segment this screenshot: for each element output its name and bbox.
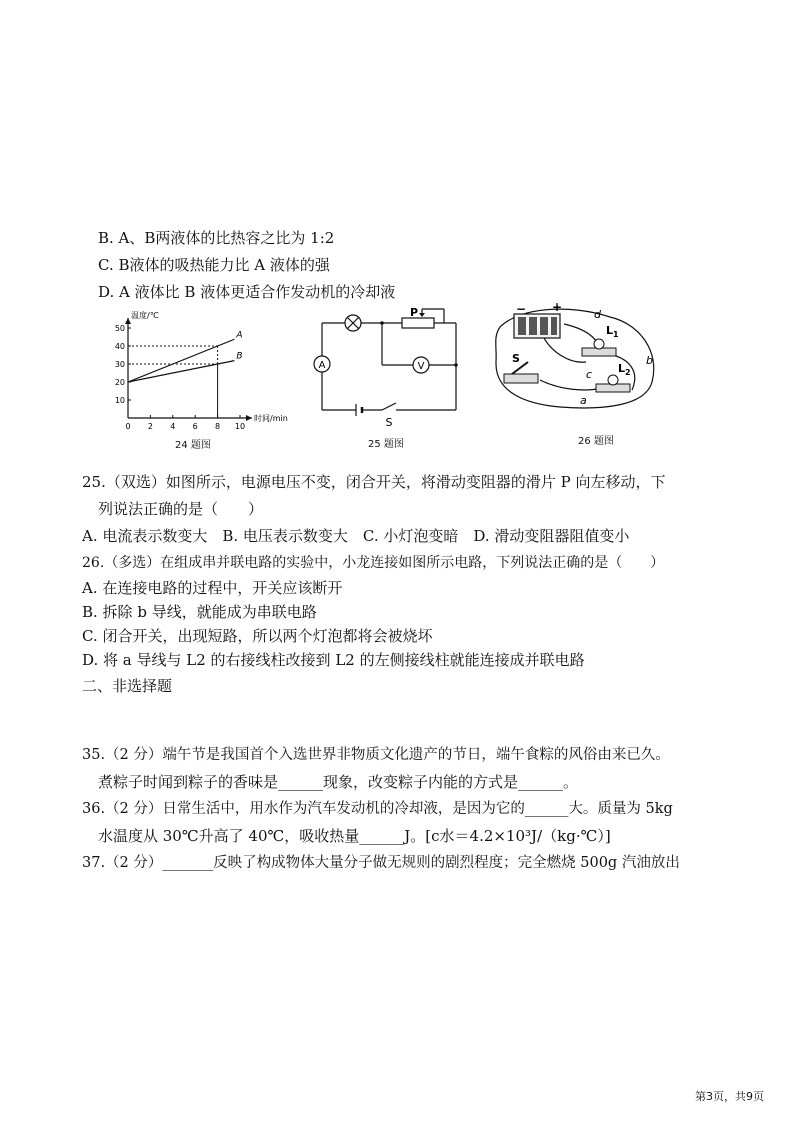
battery-icon [514, 314, 560, 338]
series-label-B: B [236, 351, 243, 362]
q37-line1: 37.（2 分）_______反映了构成物体大量分子做无规则的剧烈程度；完全燃烧 500g 汽油放出 [82, 855, 680, 871]
page-number: 第3页，共9页 [695, 1090, 764, 1103]
switch-label-26: S [512, 352, 520, 365]
q36-line2: 水温度从 30℃升高了 40℃，吸收热量______J。[c水＝4.2×10³J/（kg·℃）] [98, 827, 611, 845]
figure-24 [110, 308, 310, 458]
q35-line1: 35.（2 分）端午节是我国首个入选世界非物质文化遗产的节日，端午食粽的风俗由来已久。 [82, 747, 670, 763]
x-tick-label: 4 [170, 422, 176, 431]
q26-option-c: C. 闭合开关，出现短路，所以两个灯泡都将会被烧坏 [82, 627, 433, 645]
q26-option-d: D. 将 a 导线与 L2 的右接线柱改接到 L2 的左侧接线柱就能连接成并联电路 [82, 651, 585, 669]
battery-plus-label: + [552, 302, 563, 314]
figure-25 [310, 305, 470, 455]
wire-d-label: d [594, 308, 601, 321]
figure-25-caption: 25 题图 [368, 439, 404, 450]
y-tick-label: 10 [114, 396, 125, 405]
figure-26-caption: 26 题图 [578, 436, 614, 447]
q25-options: A. 电流表示数变大 B. 电压表示数变大 C. 小灯泡变暗 D. 滑动变阻器阻值变小 [82, 527, 630, 545]
temperature-time-chart [110, 308, 310, 433]
q26-option-b: B. 拆除 b 导线，就能成为串联电路 [82, 603, 317, 621]
x-tick-label: 0 [125, 422, 131, 431]
q24-option-d: D. A 液体比 B 液体更适合作发动机的冷却液 [98, 283, 396, 301]
circuit-sketch-26 [490, 302, 665, 414]
circuit-diagram-25 [310, 305, 470, 430]
switch-icon [504, 362, 538, 383]
bulb-l1-icon [582, 339, 616, 356]
x-axis-arrow [246, 415, 252, 421]
ammeter-label: A [318, 360, 326, 371]
q24-option-c: C. B液体的吸热能力比 A 液体的强 [98, 256, 330, 274]
x-tick-label: 2 [147, 422, 153, 431]
switch-label: S [385, 416, 393, 429]
q36-line1: 36.（2 分）日常生活中，用水作为汽车发动机的冷却液，是因为它的______大。质量为 5kg [82, 801, 673, 817]
q24-option-b: B. A、B两液体的比热容之比为 1:2 [98, 229, 335, 247]
bulb-l2-icon [596, 375, 630, 392]
wire-c-label: c [586, 368, 593, 381]
l2-label: $L_2$ [618, 362, 631, 377]
wire-b-label: b [646, 354, 653, 367]
x-tick-label: 10 [234, 422, 246, 431]
x-tick-label: 6 [192, 422, 198, 431]
figure-24-caption: 24 题图 [175, 440, 211, 451]
series-label-A: A [236, 330, 243, 341]
y-axis-label: 温度/℃ [131, 311, 159, 320]
battery-minus-label: − [516, 302, 527, 316]
x-axis-label: 时间/min [254, 414, 288, 423]
slider-label: P [409, 306, 419, 319]
rheostat-icon [402, 318, 434, 328]
y-tick-label: 20 [114, 378, 125, 387]
figure-26 [490, 302, 665, 452]
q25-stem-line2: 列说法正确的是（ ） [98, 500, 264, 518]
q25-stem-line1: 25.（双选）如图所示，电源电压不变，闭合开关，将滑动变阻器的滑片 P 向左移动，下 [82, 473, 666, 491]
voltmeter-label: V [417, 361, 425, 372]
section-heading: 二、非选择题 [82, 677, 173, 695]
x-tick-label: 8 [215, 422, 221, 431]
q26-option-a: A. 在连接电路的过程中，开关应该断开 [82, 579, 343, 597]
y-tick-label: 40 [114, 342, 125, 351]
q35-line2: 煮粽子时闻到粽子的香味是______现象，改变粽子内能的方式是______。 [98, 773, 579, 791]
l1-label: $L_1$ [606, 324, 619, 339]
y-tick-label: 30 [114, 360, 125, 369]
y-tick-label: 50 [114, 324, 125, 333]
q26-stem: 26.（多选）在组成串并联电路的实验中，小龙连接如图所示电路，下列说法正确的是（ ） [82, 555, 665, 571]
wire-a-label: a [580, 394, 587, 407]
